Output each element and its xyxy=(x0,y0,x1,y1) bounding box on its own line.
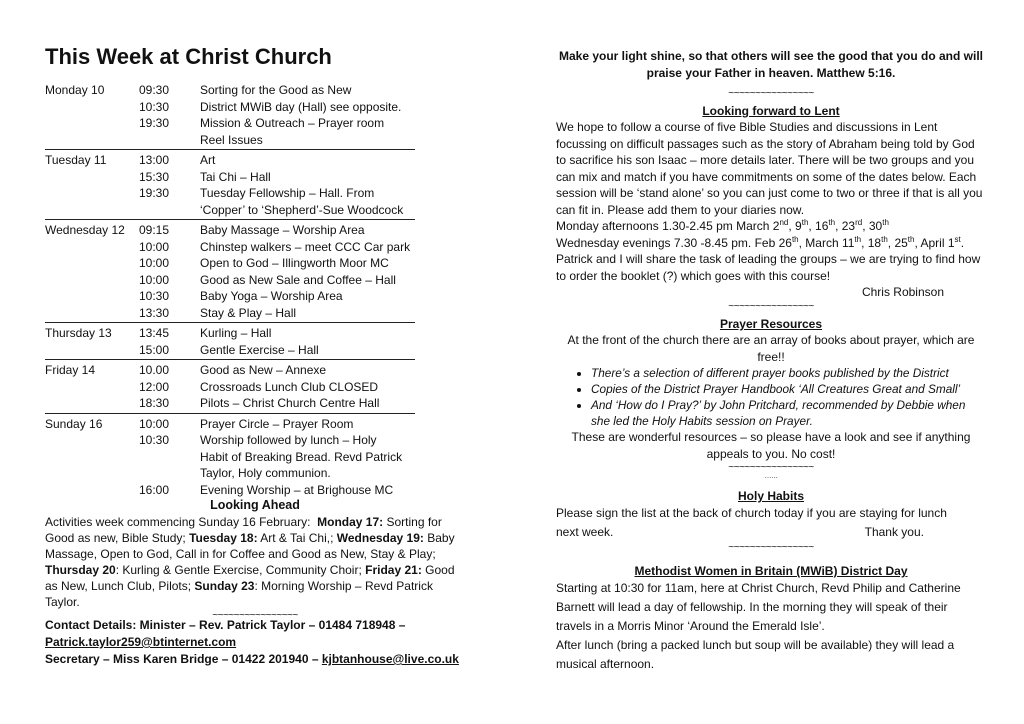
day-label: Thursday 13 xyxy=(45,326,112,340)
lent-paragraph-2: Patrick and I will share the task of leading the groups – we are trying to find how to order the booklet (?) which goes with this course! xyxy=(556,252,981,283)
divider: ~~~~~~~~~~~~~~~~ xyxy=(728,300,814,312)
minister-email-link[interactable]: Patrick.taylor259@btinternet.com xyxy=(45,635,237,649)
holy-habits-heading: Holy Habits xyxy=(737,489,804,503)
activity-label: Pilots – Christ Church Centre Hall xyxy=(200,396,380,410)
day-label xyxy=(45,255,139,272)
activity-label: Good as New – Annexe xyxy=(200,363,327,377)
day-label xyxy=(45,185,139,202)
ahead-text: Good as New, Lunch Club, Pilots; xyxy=(45,563,455,593)
activity-label: District MWiB day (Hall) see opposite. xyxy=(200,99,402,114)
activity-label: Open to God – Illingworth Moor MC xyxy=(200,256,389,270)
schedule-row xyxy=(45,416,415,433)
ahead-day: Monday 17: xyxy=(317,515,384,529)
looking-ahead-section xyxy=(45,497,465,621)
schedule-row xyxy=(45,395,415,412)
schedule-row xyxy=(45,482,415,499)
mwib-heading: Methodist Women in Britain (MWiB) District Day xyxy=(634,564,908,578)
day-label xyxy=(45,465,139,482)
time-label: 12:00 xyxy=(139,379,170,394)
activity-label: Worship followed by lunch – Holy xyxy=(200,433,377,447)
holy-habits-section xyxy=(556,488,986,553)
schedule-row xyxy=(45,255,415,272)
activity-label: Art xyxy=(200,153,216,167)
time-label: 19:30 xyxy=(139,186,170,200)
schedule-row xyxy=(45,99,415,116)
schedule-row xyxy=(45,202,415,219)
ordinal: rd xyxy=(855,218,863,227)
ahead-text: Sorting for Good as new, Bible Study; xyxy=(45,515,442,545)
time-label: 10:30 xyxy=(139,99,170,114)
activity-label: Sorting for the Good as New xyxy=(200,83,352,97)
time-label: 10:00 xyxy=(139,256,170,270)
activity-label: Tuesday Fellowship – Hall. From xyxy=(200,186,375,200)
lent-author: Chris Robinson xyxy=(861,285,944,299)
ahead-text: Art & Tai Chi,; xyxy=(257,531,334,545)
activity-label: Baby Yoga – Worship Area xyxy=(200,289,343,303)
date-text: , April 1 xyxy=(914,235,955,250)
time-label: 10:00 xyxy=(139,239,170,254)
schedule-row xyxy=(45,379,415,396)
date-text: Monday afternoons 1.30-2.45 pm March 2 xyxy=(556,219,780,233)
schedule-day xyxy=(45,82,415,150)
schedule-day xyxy=(45,325,415,360)
ordinal: th xyxy=(801,218,809,227)
schedule-row xyxy=(45,169,415,186)
day-label xyxy=(45,202,139,219)
schedule-row xyxy=(45,288,415,305)
ordinal: st xyxy=(954,234,961,244)
day-label xyxy=(45,115,139,132)
schedule-day xyxy=(45,152,415,220)
ahead-text: : Kurling & Gentle Exercise, Community Choir; xyxy=(115,563,362,577)
lent-wednesday-dates xyxy=(556,235,986,252)
activity-label: Kurling – Hall xyxy=(200,326,272,340)
secretary-contact: Secretary – Miss Karen Bridge – 01422 201940 – xyxy=(45,652,322,666)
list-item: • Copies of the District Prayer Handbook ‘All Creatures Great and Small’ xyxy=(591,381,986,397)
lent-monday-dates xyxy=(556,218,986,235)
date-text: , 9 xyxy=(788,219,802,233)
date-text: Wednesday evenings 7.30 -8.45 pm. Feb 26 xyxy=(556,235,792,250)
day-label xyxy=(45,169,139,186)
looking-ahead-text xyxy=(45,514,465,610)
activity-label: Gentle Exercise – Hall xyxy=(200,342,319,357)
activity-label: Tai Chi – Hall xyxy=(200,169,271,184)
time-label: 10:30 xyxy=(139,433,170,447)
time-label: 15:30 xyxy=(139,169,170,184)
activity-label: ‘Copper’ to ‘Shepherd’-Sue Woodcock xyxy=(200,202,404,217)
activity-label: Prayer Circle – Prayer Room xyxy=(200,416,354,431)
bible-verse: Make your light shine, so that others will see the good that you do and will praise your Father in heaven. Matthew 5:16. xyxy=(558,49,984,80)
dot-divider: …… xyxy=(764,473,778,480)
activity-label: Crossroads Lunch Club CLOSED xyxy=(200,379,379,394)
schedule-row xyxy=(45,272,415,289)
time-label: 09:30 xyxy=(139,83,170,97)
schedule-row xyxy=(45,115,415,132)
schedule-day xyxy=(45,416,415,500)
minister-contact: Contact Details: Minister – Rev. Patrick Taylor – 01484 718948 – xyxy=(45,618,406,632)
date-text: , 23 xyxy=(835,219,856,233)
activity-label: Good as New Sale and Coffee – Hall xyxy=(200,272,396,287)
ahead-day: Wednesday 19: xyxy=(336,531,424,545)
day-label xyxy=(45,342,139,359)
ordinal: th xyxy=(854,234,862,244)
date-text: , 16 xyxy=(808,219,829,233)
ahead-day: Friday 21: xyxy=(365,563,422,577)
schedule-row xyxy=(45,222,415,239)
schedule-day xyxy=(45,222,415,323)
contact-details xyxy=(45,617,465,668)
schedule-row xyxy=(45,132,415,149)
schedule-row xyxy=(45,432,415,449)
activity-label: Mission & Outreach – Prayer room xyxy=(200,116,385,130)
activity-label: Stay & Play – Hall xyxy=(200,305,297,320)
date-text: , 30 xyxy=(862,219,883,233)
page-title: This Week at Christ Church xyxy=(45,44,332,69)
date-text: , 18 xyxy=(861,235,882,250)
time-label: 10:00 xyxy=(139,272,170,287)
activity-label: Evening Worship – at Brighouse MC xyxy=(200,482,394,497)
list-item: • And ‘How do I Pray?’ by John Pritchard, recommended by Debbie when she led the Holy Habits session on Prayer. xyxy=(591,397,986,429)
activity-label: Baby Massage – Worship Area xyxy=(200,223,365,237)
activity-label: Habit of Breaking Bread. Revd Patrick xyxy=(200,449,403,464)
ordinal: th xyxy=(881,234,888,244)
day-label: Wednesday 12 xyxy=(45,223,125,237)
ordinal: nd xyxy=(779,218,789,227)
ahead-day: Thursday 20 xyxy=(45,563,116,577)
schedule-row xyxy=(45,305,415,322)
day-label xyxy=(45,449,139,466)
day-label xyxy=(45,432,139,449)
day-label xyxy=(45,288,139,305)
prayer-intro: At the front of the church there are an array of books about prayer, which are free!! xyxy=(567,333,975,364)
day-label xyxy=(45,305,139,322)
schedule-row xyxy=(45,465,415,482)
day-label xyxy=(45,132,139,149)
prayer-list xyxy=(556,365,986,429)
mwib-paragraph-1: Starting at 10:30 for 11am, here at Christ Church, Revd Philip and Catherine Barnett will lead a day of fellowship. In the morning they will speak of their travels in a Morris Minor ‘Around the Emerald Isle’. xyxy=(556,581,961,633)
time-label xyxy=(139,449,200,466)
ahead-day: Tuesday 18: xyxy=(189,531,258,545)
ordinal: th xyxy=(828,218,836,227)
schedule-row xyxy=(45,152,415,169)
schedule-row xyxy=(45,185,415,202)
holy-habits-line xyxy=(556,523,986,542)
date-text: , March 11 xyxy=(798,235,855,250)
ahead-day: Sunday 23 xyxy=(194,579,255,593)
holy-habits-text: Please sign the list at the back of church today if you are staying for lunch xyxy=(556,506,947,520)
weekly-schedule xyxy=(45,82,415,501)
time-label: 19:30 xyxy=(139,116,170,130)
lent-section xyxy=(556,103,986,312)
time-label: 13:00 xyxy=(139,153,170,167)
list-item: • There’s a selection of different prayer books published by the District xyxy=(591,365,986,381)
ordinal: th xyxy=(882,218,889,227)
time-label: 13:30 xyxy=(139,305,170,320)
time-label: 09:15 xyxy=(139,223,170,237)
day-label: Monday 10 xyxy=(45,83,105,97)
day-label xyxy=(45,379,139,396)
holy-habits-text: next week. xyxy=(556,525,614,539)
time-label xyxy=(139,132,200,149)
day-label xyxy=(45,99,139,116)
time-label: 15:00 xyxy=(139,342,170,357)
divider: ~~~~~~~~~~~~~~~~ xyxy=(728,462,814,473)
ahead-text: : Morning Worship – Revd Patrick Taylor. xyxy=(45,579,433,609)
day-label xyxy=(45,272,139,289)
schedule-row xyxy=(45,239,415,256)
time-label: 10.00 xyxy=(139,363,170,377)
day-label xyxy=(45,395,139,412)
time-label: 13:45 xyxy=(139,326,170,340)
mwib-paragraph-2: After lunch (bring a packed lunch but soup will be available) they will lead a musical afternoon. xyxy=(556,638,955,671)
looking-ahead-heading: Looking Ahead xyxy=(210,498,300,512)
ahead-intro: Activities week commencing Sunday 16 February: xyxy=(45,515,311,529)
ahead-text: Baby Massage, Open to God, Call in for Coffee and Good as New, Stay & Play; xyxy=(45,531,455,561)
divider: ~~~~~~~~~~~~~~~~ xyxy=(728,542,814,553)
mwib-section xyxy=(556,563,986,674)
time-label: 10:00 xyxy=(139,416,170,431)
lent-heading: Looking forward to Lent xyxy=(702,104,840,118)
prayer-resources-section xyxy=(556,316,986,480)
day-label: Sunday 16 xyxy=(45,416,103,431)
ordinal: th xyxy=(791,234,799,244)
lent-paragraph: We hope to follow a course of five Bible Studies and discussions in Lent focussing on difficult passages such as the story of Abraham being told by God to sacrifice his son Isaac – more details later. There will be two groups and you can mix and match if you have commitments on some of the dates below. Each session will be ‘stand alone’ so you can just come to two or three if that is all you can fit in. Please add them to your diaries now. xyxy=(556,120,983,217)
time-label xyxy=(139,202,200,219)
schedule-row xyxy=(45,325,415,342)
day-label xyxy=(45,239,139,256)
schedule-row xyxy=(45,362,415,379)
time-label: 18:30 xyxy=(139,396,170,410)
secretary-email-link[interactable]: kjbtanhouse@live.co.uk xyxy=(321,652,459,666)
day-label: Tuesday 11 xyxy=(45,153,107,167)
activity-label: Taylor, Holy communion. xyxy=(200,466,331,480)
prayer-outro: These are wonderful resources – so please have a look and see if anything appeals to you. No cost! xyxy=(571,430,971,461)
schedule-row xyxy=(45,449,415,466)
activity-label: Reel Issues xyxy=(200,132,263,147)
day-label xyxy=(45,482,139,499)
activity-label: Chinstep walkers – meet CCC Car park xyxy=(200,239,411,254)
schedule-row xyxy=(45,82,415,99)
divider: ~~~~~~~~~~~~~~~~ xyxy=(212,610,298,621)
prayer-heading: Prayer Resources xyxy=(719,317,823,331)
date-text: , 25 xyxy=(887,235,908,250)
schedule-day xyxy=(45,362,415,414)
divider: ~~~~~~~~~~~~~~~~ xyxy=(728,88,814,99)
schedule-row xyxy=(45,342,415,359)
thank-you-text: Thank you. xyxy=(864,525,924,539)
time-label: 16:00 xyxy=(139,482,170,497)
date-text: . xyxy=(960,235,965,250)
day-label: Friday 14 xyxy=(45,363,96,377)
time-label: 10:30 xyxy=(139,289,170,303)
time-label xyxy=(139,465,200,482)
ordinal: th xyxy=(907,234,915,244)
